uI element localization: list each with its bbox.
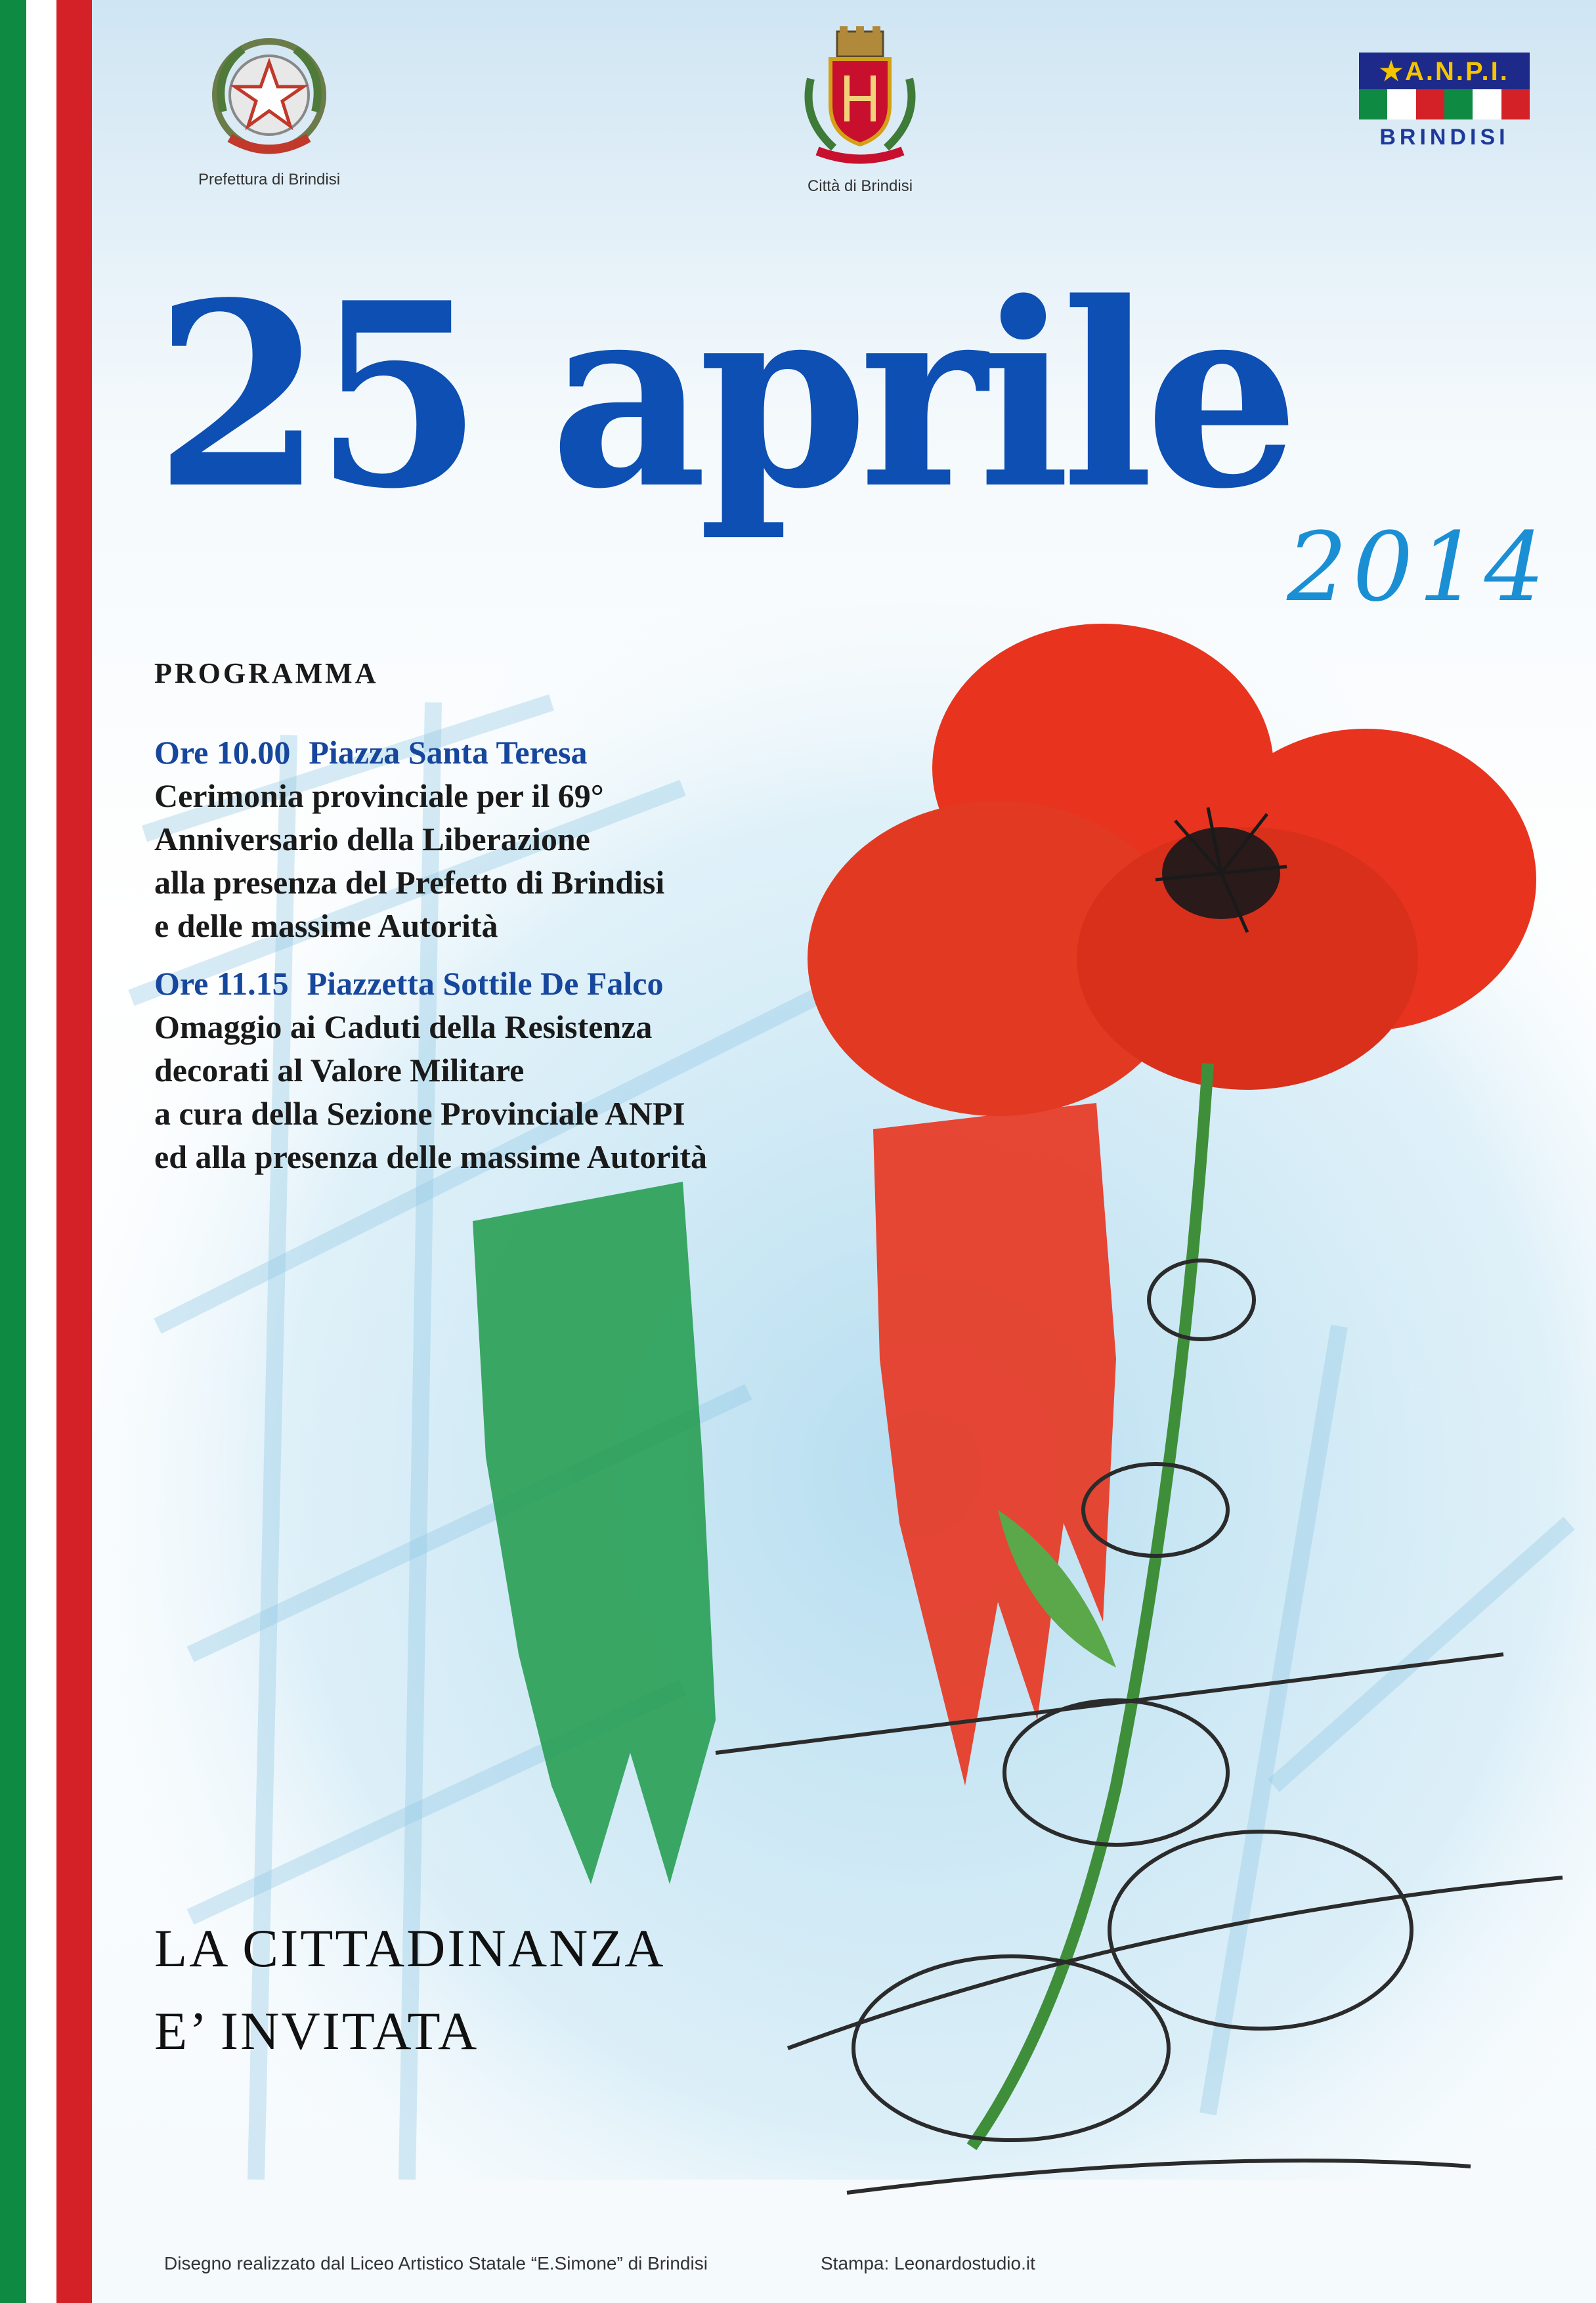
- event-title: 25 aprile: [154, 247, 1291, 544]
- programma-section: [154, 656, 942, 1193]
- event-time: Ore 10.00: [154, 734, 291, 771]
- event-line: Anniversario della Liberazione: [154, 821, 590, 857]
- footer-credit: Disegno realizzato dal Liceo Artistico Statale “E.Simone” di Brindisi: [164, 2253, 708, 2273]
- event-when: [154, 962, 942, 1005]
- event-line: alla presenza del Prefetto di Brindisi: [154, 864, 665, 901]
- event-place: Piazza Santa Teresa: [309, 734, 588, 771]
- citta-logo: [755, 26, 965, 196]
- anpi-logo-text: ★A.N.P.I.: [1359, 53, 1530, 89]
- invitation: [154, 1907, 666, 2073]
- event-place: Piazzetta Sottile De Falco: [307, 965, 664, 1002]
- event-item: [154, 962, 942, 1178]
- brindisi-coat-of-arms-icon: [785, 26, 936, 171]
- anpi-flag: [1359, 89, 1530, 119]
- event-year: 2014: [1287, 512, 1551, 623]
- event-line: ed alla presenza delle massime Autorità: [154, 1138, 708, 1175]
- event-when: [154, 731, 942, 774]
- flag-green-band: [0, 0, 26, 2303]
- invitation-line-2: E’ INVITATA: [154, 2001, 479, 2061]
- event-line: Omaggio ai Caduti della Resistenza: [154, 1008, 653, 1045]
- event-line: decorati al Valore Militare: [154, 1052, 525, 1088]
- prefettura-logo: [164, 33, 374, 189]
- event-description: [154, 774, 942, 947]
- prefettura-label: Prefettura di Brindisi: [198, 171, 341, 188]
- footer-printer: Stampa: Leonardostudio.it: [821, 2253, 1035, 2273]
- event-description: [154, 1005, 942, 1178]
- flag-red-band: [56, 0, 92, 2303]
- flag-white-band: [26, 0, 56, 2303]
- footer: [164, 2253, 1035, 2274]
- anpi-city: BRINDISI: [1379, 125, 1509, 150]
- programma-heading: PROGRAMMA: [154, 657, 379, 689]
- event-line: a cura della Sezione Provinciale ANPI: [154, 1095, 685, 1132]
- anpi-logo-icon: [1359, 53, 1530, 119]
- event-item: [154, 731, 942, 947]
- event-line: Cerimonia provinciale per il 69°: [154, 777, 604, 814]
- event-time: Ore 11.15: [154, 965, 289, 1002]
- event-line: e delle massime Autorità: [154, 907, 498, 944]
- italian-flag-stripe: [0, 0, 92, 2303]
- invitation-line-1: LA CITTADINANZA: [154, 1918, 666, 1978]
- citta-label: Città di Brindisi: [807, 177, 913, 195]
- italian-republic-emblem-icon: [204, 33, 335, 164]
- header-logos: [98, 26, 1596, 210]
- anpi-logo: [1346, 53, 1543, 150]
